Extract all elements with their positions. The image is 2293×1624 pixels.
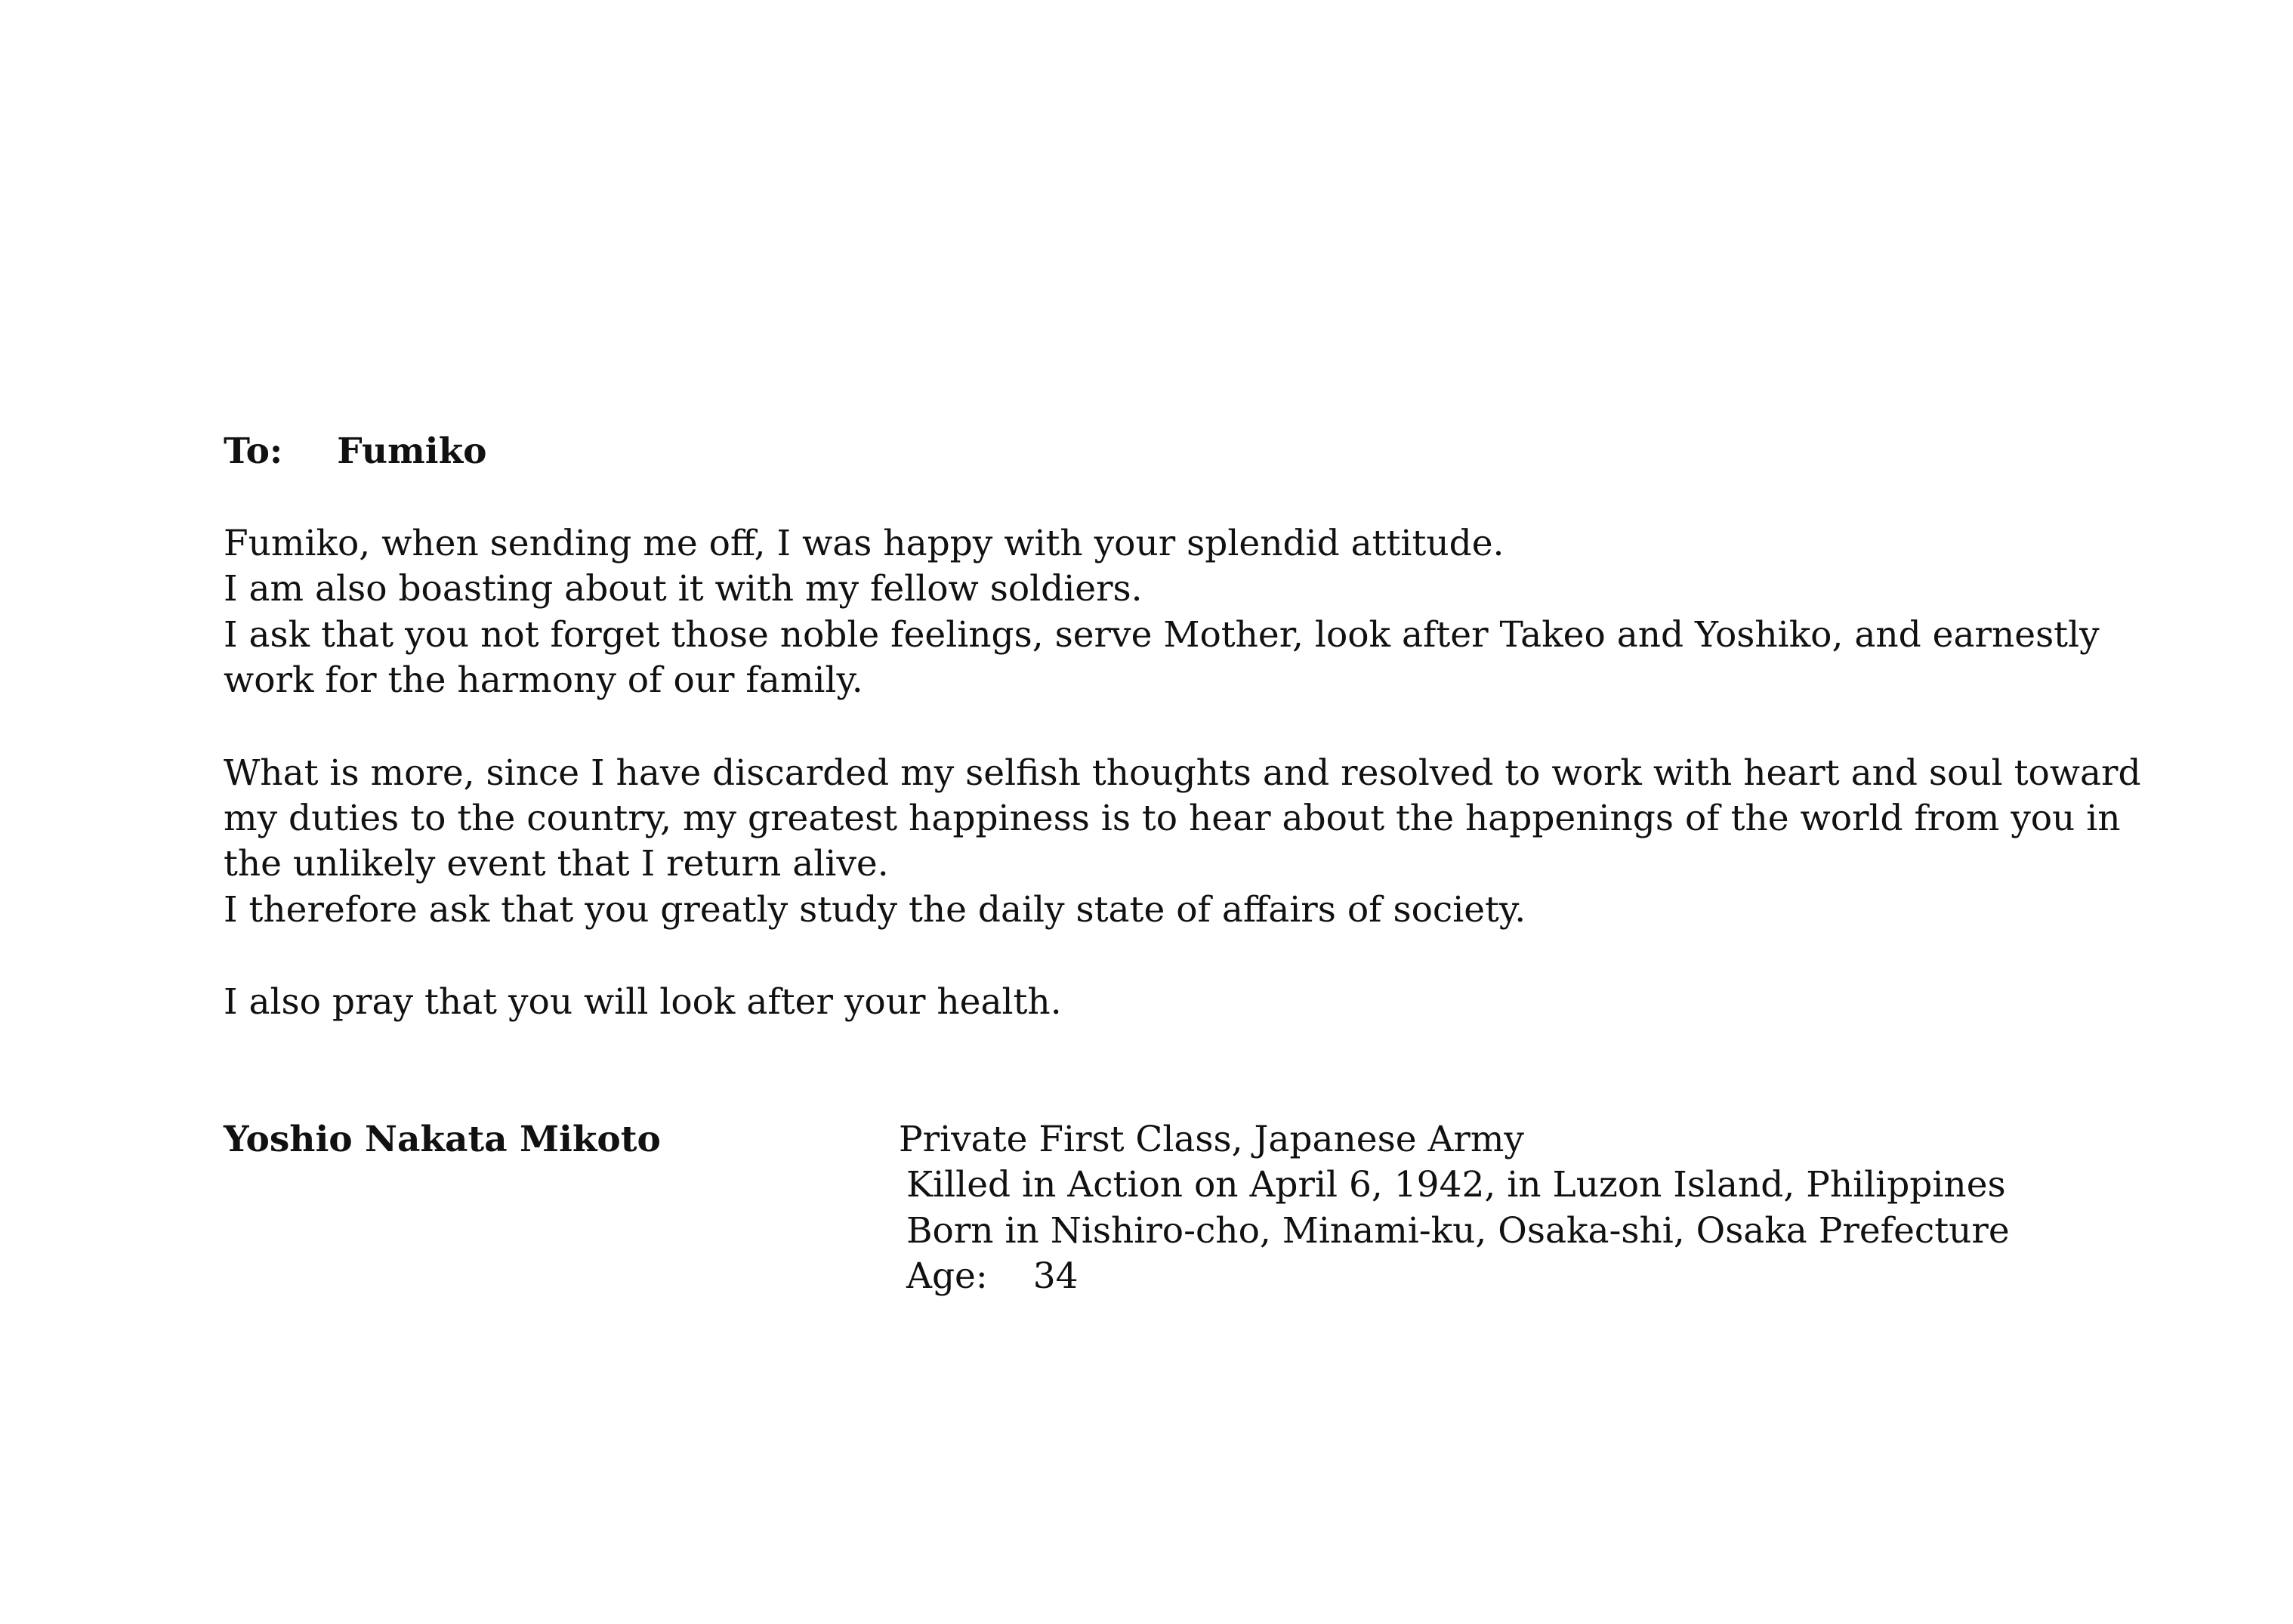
letter-line: I ask that you not forget those noble feelings, serve Mother, look after Takeo and Yoshiko, and earnestly <box>224 614 2100 656</box>
letter-line: the unlikely event that I return alive. <box>224 843 889 885</box>
letter-line: I therefore ask that you greatly study the daily state of affairs of society. <box>224 889 1526 931</box>
author-age <box>906 1254 1079 1299</box>
letter-line: Fumiko, when sending me off, I was happy with your splendid attitude. <box>224 523 1504 564</box>
letter-line: I also pray that you will look after your health. <box>224 981 1062 1023</box>
age-value: 34 <box>1032 1255 1079 1297</box>
letter-line: I am also boasting about it with my fellow soldiers. <box>224 568 1143 610</box>
author-death: Killed in Action on April 6, 1942, in Luzon Island, Philippines <box>906 1164 2006 1206</box>
recipient-name: Fumiko <box>337 431 487 472</box>
author-name: Yoshio Nakata Mikoto <box>224 1119 661 1160</box>
recipient-line <box>224 429 487 474</box>
age-label: Age: <box>906 1255 988 1297</box>
author-rank: Private First Class, Japanese Army <box>899 1119 1524 1160</box>
letter-line: What is more, since I have discarded my selfish thoughts and resolved to work with heart and soul toward <box>224 752 2141 794</box>
author-birthplace: Born in Nishiro-cho, Minami-ku, Osaka-shi, Osaka Prefecture <box>906 1210 2010 1252</box>
recipient-label: To: <box>224 431 283 472</box>
letter-line: my duties to the country, my greatest happiness is to hear about the happenings of the world from you in <box>224 798 2121 839</box>
letter-line: work for the harmony of our family. <box>224 659 863 701</box>
